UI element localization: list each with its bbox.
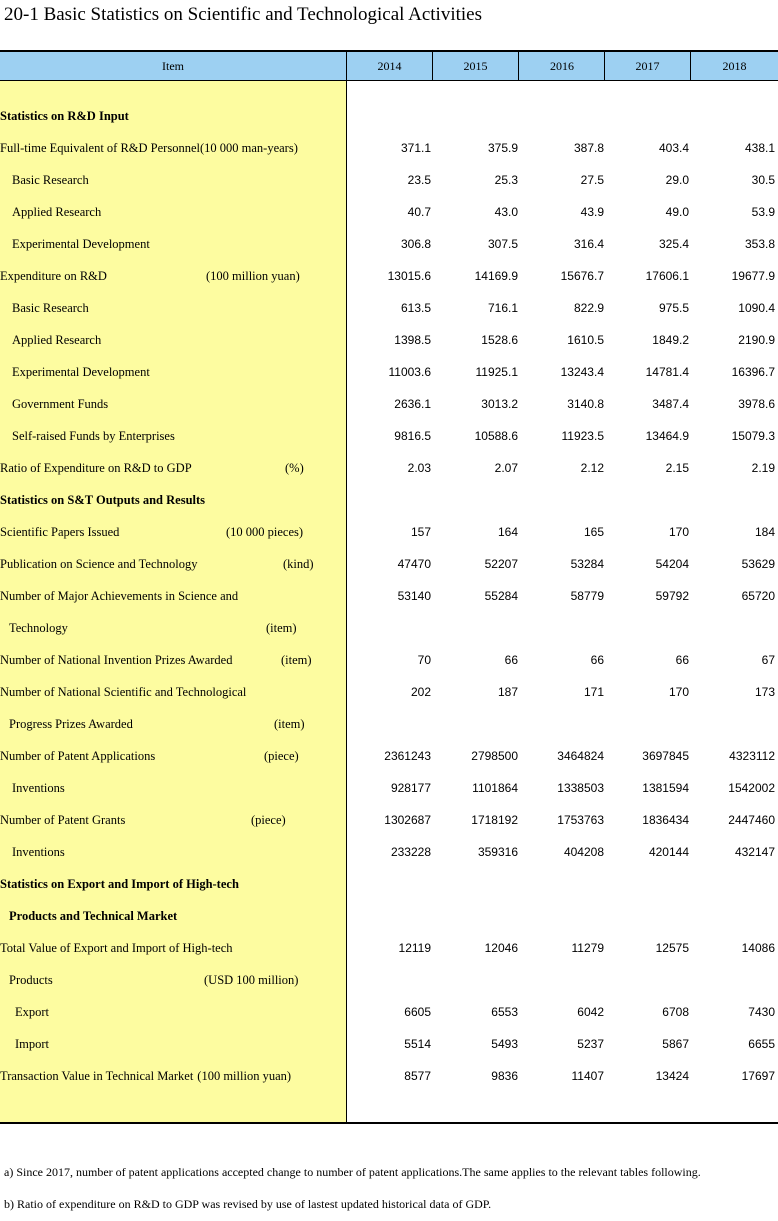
cell-2017: 1836434 bbox=[642, 813, 689, 827]
cell-2014: 53140 bbox=[397, 589, 431, 603]
table-row bbox=[0, 804, 778, 836]
table-row bbox=[0, 1060, 778, 1092]
row-label: Number of Patent Grants bbox=[0, 813, 126, 827]
cell-2015 bbox=[433, 100, 518, 132]
table-row bbox=[0, 900, 778, 932]
cell-2016 bbox=[519, 868, 604, 900]
cell-2016: 1338503 bbox=[557, 781, 604, 795]
cell-2018: 6655 bbox=[748, 1037, 775, 1051]
cell-2015: 3013.2 bbox=[481, 397, 518, 411]
cell-2016 bbox=[519, 964, 604, 996]
cell-2018: 3978.6 bbox=[738, 397, 775, 411]
cell-2014 bbox=[347, 708, 431, 740]
cell-2018: 14086 bbox=[741, 941, 775, 955]
row-label: Scientific Papers Issued bbox=[0, 525, 120, 539]
table-row bbox=[0, 484, 778, 516]
cell-2017 bbox=[605, 612, 689, 644]
row-label: Technology bbox=[9, 621, 68, 635]
header-year-2017: 2017 bbox=[604, 52, 690, 81]
cell-2016 bbox=[519, 708, 604, 740]
cell-2014 bbox=[347, 612, 431, 644]
row-label: Export bbox=[15, 1005, 50, 1019]
row-unit: (piece) bbox=[264, 749, 299, 763]
row-unit: (piece) bbox=[251, 813, 286, 827]
cell-2017: 6708 bbox=[662, 1005, 689, 1019]
cell-2015 bbox=[433, 900, 518, 932]
cell-2014: 5514 bbox=[404, 1037, 431, 1051]
cell-2018: 173 bbox=[754, 685, 775, 699]
cell-2016 bbox=[519, 900, 604, 932]
cell-2016: 58779 bbox=[570, 589, 604, 603]
table-row bbox=[0, 260, 778, 292]
cell-2016: 11279 bbox=[571, 941, 604, 955]
row-unit: (item) bbox=[281, 653, 312, 667]
cell-2015 bbox=[433, 708, 518, 740]
cell-2014: 2636.1 bbox=[394, 397, 431, 411]
row-label: Import bbox=[15, 1037, 50, 1051]
row-label: Statistics on R&D Input bbox=[0, 109, 129, 123]
cell-2016: 11923.5 bbox=[561, 429, 604, 443]
cell-2014: 23.5 bbox=[407, 173, 431, 187]
table-row bbox=[0, 740, 778, 772]
cell-2016 bbox=[519, 612, 604, 644]
cell-2014: 1398.5 bbox=[394, 333, 431, 347]
cell-2016: 15676.7 bbox=[560, 269, 604, 283]
header-year-2018: 2018 bbox=[690, 52, 778, 81]
cell-2016: 66 bbox=[590, 653, 604, 667]
cell-2014: 8577 bbox=[404, 1069, 431, 1083]
cell-2014: 613.5 bbox=[400, 301, 431, 315]
cell-2018: 4323112 bbox=[729, 749, 775, 763]
cell-2018: 19677.9 bbox=[731, 269, 775, 283]
table-row bbox=[0, 964, 778, 996]
cell-2018: 15079.3 bbox=[731, 429, 775, 443]
cell-2017: 2.15 bbox=[665, 461, 689, 475]
row-label: Number of Major Achievements in Science and bbox=[0, 589, 239, 603]
table-row bbox=[0, 164, 778, 196]
page-title: 20-1 Basic Statistics on Scientific and Technological Activities bbox=[4, 4, 482, 25]
row-label-group bbox=[0, 1060, 291, 1092]
cell-2016: 404208 bbox=[563, 845, 604, 859]
table-row bbox=[0, 836, 778, 868]
cell-2015: 164 bbox=[497, 525, 518, 539]
cell-2017 bbox=[605, 100, 689, 132]
cell-2018: 67 bbox=[761, 653, 775, 667]
cell-2015: 12046 bbox=[484, 941, 518, 955]
cell-2015 bbox=[433, 612, 518, 644]
row-label: Inventions bbox=[12, 845, 65, 859]
cell-2014: 13015.6 bbox=[387, 269, 431, 283]
cell-2016: 11407 bbox=[571, 1069, 604, 1083]
cell-2018 bbox=[691, 100, 775, 132]
cell-2017: 170 bbox=[668, 525, 689, 539]
cell-2016: 387.8 bbox=[573, 141, 604, 155]
cell-2017 bbox=[605, 708, 689, 740]
cell-2015: 66 bbox=[504, 653, 518, 667]
cell-2018: 30.5 bbox=[751, 173, 775, 187]
row-label: Products and Technical Market bbox=[9, 909, 178, 923]
table-row bbox=[0, 996, 778, 1028]
table-row bbox=[0, 132, 778, 164]
table-row bbox=[0, 548, 778, 580]
cell-2014: 202 bbox=[410, 685, 431, 699]
table-row bbox=[0, 196, 778, 228]
row-label: Statistics on Export and Import of High-tech bbox=[0, 877, 239, 891]
cell-2016: 27.5 bbox=[580, 173, 604, 187]
cell-2015: 5493 bbox=[491, 1037, 518, 1051]
cell-2018: 2447460 bbox=[728, 813, 775, 827]
cell-2017: 170 bbox=[668, 685, 689, 699]
cell-2014: 928177 bbox=[390, 781, 431, 795]
cell-2018: 353.8 bbox=[744, 237, 775, 251]
row-label: Progress Prizes Awarded bbox=[9, 717, 133, 731]
cell-2014: 233228 bbox=[390, 845, 431, 859]
row-label: Basic Research bbox=[12, 301, 89, 315]
cell-2014: 12119 bbox=[398, 941, 431, 955]
cell-2018: 1542002 bbox=[728, 781, 775, 795]
row-label: Government Funds bbox=[12, 397, 109, 411]
cell-2014 bbox=[347, 484, 431, 516]
cell-2017: 49.0 bbox=[665, 205, 689, 219]
cell-2018: 16396.7 bbox=[731, 365, 775, 379]
row-unit: (100 million yuan) bbox=[206, 269, 300, 283]
cell-2015: 2798500 bbox=[471, 749, 518, 763]
cell-2016: 6042 bbox=[577, 1005, 604, 1019]
cell-2014: 2361243 bbox=[384, 749, 431, 763]
row-label: Ratio of Expenditure on R&D to GDP bbox=[0, 461, 192, 475]
cell-2018: 53629 bbox=[741, 557, 775, 571]
footnote-a: a) Since 2017, number of patent applications accepted change to number of patent applications.The same applies to the relevant tables following. bbox=[4, 1165, 701, 1179]
table-row bbox=[0, 452, 778, 484]
row-label: Number of Patent Applications bbox=[0, 749, 156, 763]
cell-2016: 5237 bbox=[577, 1037, 604, 1051]
cell-2015: 9836 bbox=[491, 1069, 518, 1083]
cell-2016: 2.12 bbox=[580, 461, 604, 475]
cell-2015: 11925.1 bbox=[475, 365, 518, 379]
cell-2014: 1302687 bbox=[384, 813, 431, 827]
cell-2014: 157 bbox=[410, 525, 431, 539]
row-unit: (item) bbox=[266, 621, 297, 635]
row-label: Inventions bbox=[12, 781, 65, 795]
cell-2017 bbox=[605, 964, 689, 996]
row-label: Number of National Scientific and Technological bbox=[0, 685, 247, 699]
cell-2018 bbox=[691, 868, 775, 900]
cell-2014: 11003.6 bbox=[388, 365, 431, 379]
bottom-rule bbox=[0, 1122, 778, 1124]
table-row bbox=[0, 580, 778, 612]
cell-2018 bbox=[691, 612, 775, 644]
row-label: Applied Research bbox=[12, 333, 102, 347]
cell-2015 bbox=[433, 868, 518, 900]
cell-2015: 2.07 bbox=[494, 461, 518, 475]
table-header bbox=[0, 52, 778, 81]
row-label: Experimental Development bbox=[12, 365, 150, 379]
cell-2014 bbox=[347, 964, 431, 996]
cell-2018: 1090.4 bbox=[738, 301, 775, 315]
cell-2018: 2.19 bbox=[751, 461, 775, 475]
cell-2016: 1753763 bbox=[557, 813, 604, 827]
header-year-2014: 2014 bbox=[346, 52, 432, 81]
cell-2017: 1849.2 bbox=[652, 333, 689, 347]
row-label: Total Value of Export and Import of High-tech bbox=[0, 941, 233, 955]
cell-2015: 716.1 bbox=[487, 301, 518, 315]
cell-2017: 3487.4 bbox=[652, 397, 689, 411]
cell-2016: 1610.5 bbox=[567, 333, 604, 347]
row-unit: (item) bbox=[274, 717, 305, 731]
row-unit: (%) bbox=[285, 461, 304, 475]
row-label: Transaction Value in Technical Market bbox=[0, 1069, 194, 1083]
table-row bbox=[0, 228, 778, 260]
cell-2018: 7430 bbox=[748, 1005, 775, 1019]
cell-2017: 17606.1 bbox=[645, 269, 689, 283]
row-unit: (kind) bbox=[283, 557, 314, 571]
cell-2015: 1101864 bbox=[472, 781, 518, 795]
table-row bbox=[0, 932, 778, 964]
cell-2016: 316.4 bbox=[573, 237, 604, 251]
cell-2016: 53284 bbox=[570, 557, 604, 571]
row-label: Products bbox=[9, 973, 53, 987]
cell-2014: 2.03 bbox=[407, 461, 431, 475]
row-label: Statistics on S&T Outputs and Results bbox=[0, 493, 206, 507]
table-row bbox=[0, 420, 778, 452]
table-row bbox=[0, 1028, 778, 1060]
row-label: Publication on Science and Technology bbox=[0, 557, 198, 571]
header-year-2016: 2016 bbox=[518, 52, 605, 81]
row-label: Self-raised Funds by Enterprises bbox=[12, 429, 175, 443]
cell-2017: 29.0 bbox=[665, 173, 689, 187]
table-row bbox=[0, 324, 778, 356]
cell-2016: 165 bbox=[583, 525, 604, 539]
cell-2017: 1381594 bbox=[642, 781, 689, 795]
cell-2015: 6553 bbox=[491, 1005, 518, 1019]
cell-2014: 40.7 bbox=[407, 205, 431, 219]
cell-2018: 53.9 bbox=[751, 205, 775, 219]
footnote-b: b) Ratio of expenditure on R&D to GDP was revised by use of lastest updated historical data of GDP. bbox=[4, 1197, 492, 1211]
cell-2016: 171 bbox=[583, 685, 604, 699]
table-row bbox=[0, 100, 778, 132]
header-item: Item bbox=[162, 59, 184, 73]
cell-2014: 371.1 bbox=[400, 141, 431, 155]
cell-2017 bbox=[605, 484, 689, 516]
cell-2015: 25.3 bbox=[494, 173, 518, 187]
cell-2018: 17697 bbox=[741, 1069, 775, 1083]
cell-2018 bbox=[691, 708, 775, 740]
cell-2015: 359316 bbox=[477, 845, 518, 859]
cell-2016: 3464824 bbox=[557, 749, 604, 763]
table-row bbox=[0, 356, 778, 388]
cell-2018: 438.1 bbox=[744, 141, 775, 155]
cell-2017: 54204 bbox=[655, 557, 689, 571]
table-row bbox=[0, 612, 778, 644]
row-unit: (100 million yuan) bbox=[197, 1069, 292, 1083]
table-row bbox=[0, 708, 778, 740]
cell-2015: 1718192 bbox=[471, 813, 518, 827]
cell-2017: 12575 bbox=[655, 941, 689, 955]
table-row bbox=[0, 388, 778, 420]
row-label: Expenditure on R&D bbox=[0, 269, 107, 283]
cell-2014 bbox=[347, 868, 431, 900]
cell-2015: 375.9 bbox=[487, 141, 518, 155]
cell-2014: 9816.5 bbox=[394, 429, 431, 443]
table-row bbox=[0, 292, 778, 324]
row-label: Basic Research bbox=[12, 173, 89, 187]
table-row bbox=[0, 676, 778, 708]
cell-2018 bbox=[691, 964, 775, 996]
cell-2018: 2190.9 bbox=[738, 333, 775, 347]
cell-2017: 975.5 bbox=[658, 301, 689, 315]
row-label: Full-time Equivalent of R&D Personnel(10 000 man-years) bbox=[0, 141, 298, 155]
cell-2017: 13464.9 bbox=[645, 429, 689, 443]
cell-2016: 43.9 bbox=[580, 205, 604, 219]
cell-2016 bbox=[519, 100, 604, 132]
cell-2015: 187 bbox=[497, 685, 518, 699]
cell-2015: 10588.6 bbox=[474, 429, 518, 443]
cell-2015 bbox=[433, 964, 518, 996]
cell-2018: 65720 bbox=[741, 589, 775, 603]
cell-2016: 3140.8 bbox=[567, 397, 604, 411]
cell-2017: 66 bbox=[675, 653, 689, 667]
cell-2017: 403.4 bbox=[658, 141, 689, 155]
cell-2015 bbox=[433, 484, 518, 516]
cell-2018: 184 bbox=[754, 525, 775, 539]
cell-2015: 55284 bbox=[484, 589, 518, 603]
cell-2017: 420144 bbox=[648, 845, 689, 859]
cell-2016 bbox=[519, 484, 604, 516]
cell-2016: 13243.4 bbox=[560, 365, 604, 379]
cell-2014: 6605 bbox=[404, 1005, 431, 1019]
cell-2015: 43.0 bbox=[494, 205, 518, 219]
cell-2015: 307.5 bbox=[487, 237, 518, 251]
table-row bbox=[0, 516, 778, 548]
row-label: Number of National Invention Prizes Awarded bbox=[0, 653, 233, 667]
cell-2017: 325.4 bbox=[658, 237, 689, 251]
cell-2017: 5867 bbox=[662, 1037, 689, 1051]
cell-2018 bbox=[691, 484, 775, 516]
cell-2015: 14169.9 bbox=[474, 269, 518, 283]
cell-2017 bbox=[605, 900, 689, 932]
cell-2015: 52207 bbox=[484, 557, 518, 571]
cell-2018: 432147 bbox=[734, 845, 775, 859]
cell-2014 bbox=[347, 900, 431, 932]
table-row bbox=[0, 868, 778, 900]
row-label: Applied Research bbox=[12, 205, 102, 219]
cell-2014: 70 bbox=[417, 653, 431, 667]
cell-2018 bbox=[691, 900, 775, 932]
cell-2014: 306.8 bbox=[400, 237, 431, 251]
row-label: Experimental Development bbox=[12, 237, 150, 251]
table-row bbox=[0, 772, 778, 804]
header-year-2015: 2015 bbox=[432, 52, 518, 81]
row-unit: (10 000 pieces) bbox=[226, 525, 304, 539]
table-row bbox=[0, 644, 778, 676]
cell-2014: 47470 bbox=[397, 557, 431, 571]
row-unit: (USD 100 million) bbox=[204, 973, 299, 987]
cell-2017: 13424 bbox=[655, 1069, 689, 1083]
cell-2017: 59792 bbox=[655, 589, 689, 603]
cell-2017 bbox=[605, 868, 689, 900]
cell-2017: 14781.4 bbox=[645, 365, 689, 379]
cell-2015: 1528.6 bbox=[481, 333, 518, 347]
cell-2017: 3697845 bbox=[642, 749, 689, 763]
cell-2014 bbox=[347, 100, 431, 132]
cell-2016: 822.9 bbox=[573, 301, 604, 315]
